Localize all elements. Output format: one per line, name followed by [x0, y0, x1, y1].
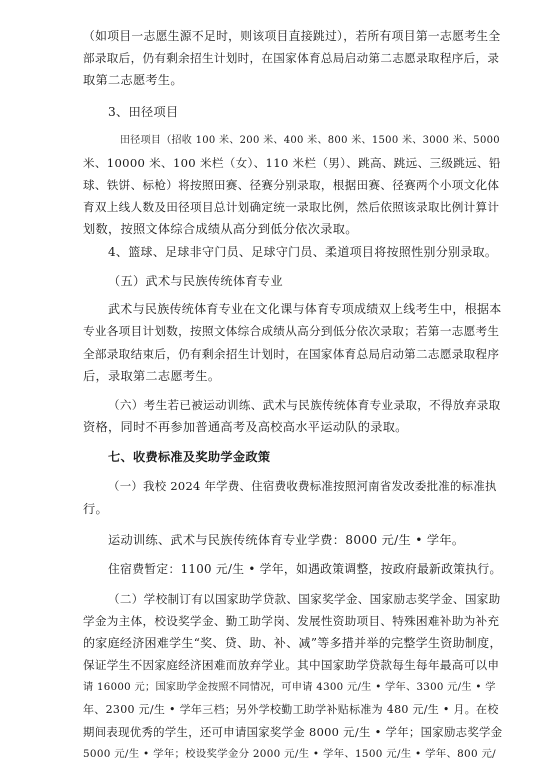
text-line: 请 16000 元；国家助学金按照不同情况，可申请 4300 元/生 • 学年、3300 元/生 • 学 [83, 681, 496, 693]
text-line: 专业各项目计划数，按照文体综合成绩从高分到低分依次录取；若第一志愿考生 [83, 324, 500, 339]
text-line: 育双上线人数及田径项目总计划确定统一录取比例，然后依照该录取比例计算计 [83, 199, 500, 214]
text-line: 期间表现优秀的学生，还可申请国家奖学金 8000 元/生 • 学年；国家励志奖学金 [83, 724, 503, 739]
text-line: 武术与民族传统体育专业在文化课与体育专项成绩双上线考生中，根据本 [108, 302, 502, 317]
text-line: 年、2300 元/生 • 学年三档；另外学校勤工助学补贴标准为 480 元/生 • 月。在校 [83, 702, 499, 716]
text-line: 米、10000 米、100 米栏（女）、110 米栏（男）、跳高、跳远、三级跳远、铅 [83, 156, 501, 171]
text-line: 取第二志愿考生。 [83, 73, 183, 88]
text-line: 田径项目（招收 100 米、200 米、400 米、800 米、1500 米、3000 米、5000 [120, 135, 500, 147]
section-heading: （五）武术与民族传统体育专业 [108, 273, 283, 288]
text-line: 5000 元/生 • 学年；校设奖学金分 2000 元/生 • 学年、1500 元/生 • 学年、800 元/ [83, 748, 496, 760]
text-line: 保证学生不因家庭经济困难而放弃学业。其中国家助学贷款每生每年最高可以申 [83, 658, 500, 673]
text-line: 运动训练、武术与民族传统体育专业学费：8000 元/生 • 学年。 [108, 532, 465, 547]
text-line: 球、铁饼、标枪）将按照田赛、径赛分别录取，根据田赛、径赛两个小项文化体 [83, 177, 500, 192]
text-line: 资格，同时不再参加普通高考及高校高水平运动队的录取。 [83, 420, 408, 435]
text-line: （六）考生若已被运动训练、武术与民族传统体育专业录取，不得放弃录取 [108, 398, 501, 413]
text-line: 4、篮球、足球非守门员、足球守门员、柔道项目将按照性别分别录取。 [108, 245, 498, 259]
text-line: 的家庭经济困难学生“奖、贷、助、补、减”等多措并举的完整学生资助制度， [83, 636, 502, 651]
text-line: 部录取后，仍有剩余招生计划时，在国家体育总局启动第二志愿录取程序后，录 [83, 51, 500, 66]
section-heading: 3、田径项目 [108, 104, 179, 119]
section-heading: 七、收费标准及奖助学金政策 [108, 449, 271, 464]
text-line: 后，录取第二志愿考生。 [83, 368, 221, 383]
text-line: （一）我校 2024 年学费、住宿费收费标准按照河南省发改委批准的标准执 [108, 479, 497, 494]
text-line: （二）学校制订有以国家助学贷款、国家奖学金、国家励志奖学金、国家助 [108, 592, 501, 606]
text-line: （如项目一志愿生源不足时，则该项目直接跳过），若所有项目第一志愿考生全 [83, 29, 501, 43]
text-line: 学金为主体，校设奖学金、勤工助学岗、发展性资助项目、特殊困难补助为补充 [83, 614, 500, 629]
text-line: 行。 [83, 501, 108, 516]
text-line: 划数，按照文体综合成绩从高分到低分依次录取。 [83, 221, 358, 236]
text-line: 全部录取结束后，仍有剩余招生计划时，在国家体育总局启动第二志愿录取程序 [83, 346, 500, 361]
text-line: 住宿费暂定：1100 元/生 • 学年，如遇政策调整，按政府最新政策执行。 [108, 562, 502, 577]
